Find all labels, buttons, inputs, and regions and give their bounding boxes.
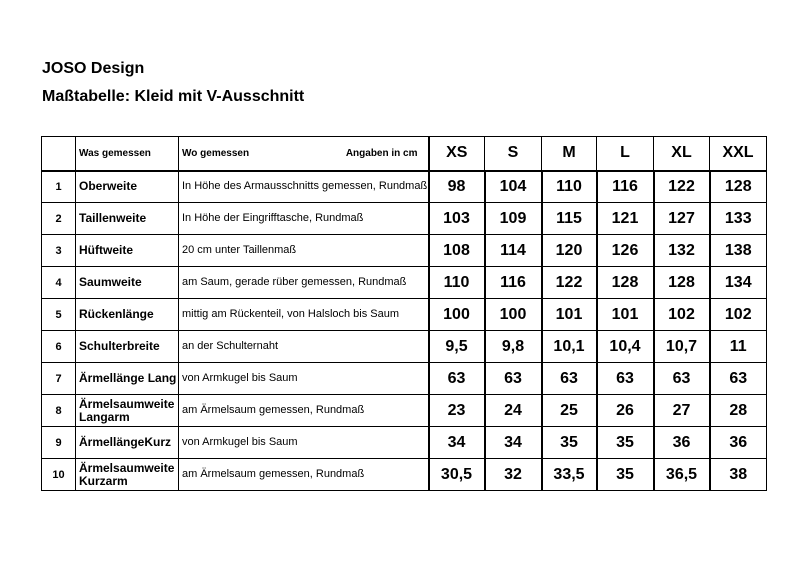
header-wo-gemessen-cell xyxy=(179,137,429,171)
row-number: 8 xyxy=(42,395,76,427)
value-size-l: 116 xyxy=(597,171,654,203)
header-size-xl: XL xyxy=(654,137,710,171)
value-size-xs: 9,5 xyxy=(429,331,485,363)
measurement-name: Ärmelsaumweite Kurzarm xyxy=(76,459,179,491)
measurement-location: von Armkugel bis Saum xyxy=(179,363,429,395)
table-header-row xyxy=(42,137,767,171)
table-row xyxy=(42,427,767,459)
row-number: 1 xyxy=(42,171,76,203)
value-size-l: 128 xyxy=(597,267,654,299)
value-size-xs: 100 xyxy=(429,299,485,331)
value-size-l: 63 xyxy=(597,363,654,395)
value-size-xs: 110 xyxy=(429,267,485,299)
table-row xyxy=(42,171,767,203)
row-number: 7 xyxy=(42,363,76,395)
size-chart-table xyxy=(41,136,767,491)
measurement-name: Ärmelsaumweite Langarm xyxy=(76,395,179,427)
value-size-s: 9,8 xyxy=(485,331,542,363)
value-size-xxl: 63 xyxy=(710,363,767,395)
value-size-xs: 34 xyxy=(429,427,485,459)
table-row xyxy=(42,395,767,427)
value-size-xs: 23 xyxy=(429,395,485,427)
table-row xyxy=(42,203,767,235)
value-size-xxl: 138 xyxy=(710,235,767,267)
value-size-s: 114 xyxy=(485,235,542,267)
table-row xyxy=(42,299,767,331)
value-size-l: 26 xyxy=(597,395,654,427)
value-size-m: 63 xyxy=(542,363,597,395)
value-size-m: 25 xyxy=(542,395,597,427)
value-size-xl: 127 xyxy=(654,203,710,235)
measurement-location: von Armkugel bis Saum xyxy=(179,427,429,459)
value-size-s: 34 xyxy=(485,427,542,459)
value-size-xl: 102 xyxy=(654,299,710,331)
measurement-location: In Höhe des Armausschnitts gemessen, Rundmaß xyxy=(179,171,429,203)
measurement-name: ÄrmellängeKurz xyxy=(76,427,179,459)
header-number-cell xyxy=(42,137,76,171)
measurement-name: Schulterbreite xyxy=(76,331,179,363)
value-size-xs: 30,5 xyxy=(429,459,485,491)
value-size-xxl: 11 xyxy=(710,331,767,363)
value-size-s: 63 xyxy=(485,363,542,395)
measurement-location: am Ärmelsaum gemessen, Rundmaß xyxy=(179,459,429,491)
row-number: 2 xyxy=(42,203,76,235)
value-size-m: 35 xyxy=(542,427,597,459)
row-number: 6 xyxy=(42,331,76,363)
row-number: 4 xyxy=(42,267,76,299)
measurement-name: Saumweite xyxy=(76,267,179,299)
header-units: Angaben in cm xyxy=(345,147,418,159)
value-size-s: 100 xyxy=(485,299,542,331)
measurement-location: 20 cm unter Taillenmaß xyxy=(179,235,429,267)
value-size-xxl: 36 xyxy=(710,427,767,459)
value-size-s: 104 xyxy=(485,171,542,203)
measurement-location: am Saum, gerade rüber gemessen, Rundmaß xyxy=(179,267,429,299)
page-title: Maßtabelle: Kleid mit V-Ausschnitt xyxy=(42,88,305,105)
measurement-name: Hüftweite xyxy=(76,235,179,267)
value-size-m: 120 xyxy=(542,235,597,267)
value-size-s: 109 xyxy=(485,203,542,235)
value-size-m: 10,1 xyxy=(542,331,597,363)
table-row xyxy=(42,235,767,267)
value-size-xl: 122 xyxy=(654,171,710,203)
value-size-s: 116 xyxy=(485,267,542,299)
value-size-xl: 63 xyxy=(654,363,710,395)
value-size-xl: 10,7 xyxy=(654,331,710,363)
value-size-xl: 132 xyxy=(654,235,710,267)
value-size-xxl: 133 xyxy=(710,203,767,235)
value-size-l: 10,4 xyxy=(597,331,654,363)
row-number: 3 xyxy=(42,235,76,267)
header-was-gemessen: Was gemessen xyxy=(76,137,179,171)
header-size-l: L xyxy=(597,137,654,171)
measurement-name: Ärmellänge Lang xyxy=(76,363,179,395)
value-size-m: 110 xyxy=(542,171,597,203)
value-size-m: 122 xyxy=(542,267,597,299)
measurement-location: an der Schulternaht xyxy=(179,331,429,363)
measurement-name: Rückenlänge xyxy=(76,299,179,331)
header-wo-gemessen: Wo gemessen xyxy=(182,147,250,159)
row-number: 10 xyxy=(42,459,76,491)
measurement-location: In Höhe der Eingrifftasche, Rundmaß xyxy=(179,203,429,235)
value-size-xl: 36 xyxy=(654,427,710,459)
value-size-s: 32 xyxy=(485,459,542,491)
value-size-xxl: 102 xyxy=(710,299,767,331)
value-size-xs: 108 xyxy=(429,235,485,267)
value-size-xxl: 128 xyxy=(710,171,767,203)
table-row xyxy=(42,267,767,299)
value-size-xl: 36,5 xyxy=(654,459,710,491)
value-size-xl: 27 xyxy=(654,395,710,427)
measurement-location: am Ärmelsaum gemessen, Rundmaß xyxy=(179,395,429,427)
brand-name: JOSO Design xyxy=(42,60,145,77)
row-number: 9 xyxy=(42,427,76,459)
value-size-xxl: 134 xyxy=(710,267,767,299)
value-size-xl: 128 xyxy=(654,267,710,299)
value-size-xxl: 38 xyxy=(710,459,767,491)
value-size-l: 35 xyxy=(597,459,654,491)
header-size-s: S xyxy=(485,137,542,171)
value-size-m: 115 xyxy=(542,203,597,235)
table-row xyxy=(42,459,767,491)
table-row xyxy=(42,363,767,395)
measurement-name: Oberweite xyxy=(76,171,179,203)
measurement-name: Taillenweite xyxy=(76,203,179,235)
value-size-s: 24 xyxy=(485,395,542,427)
header-size-xs: XS xyxy=(429,137,485,171)
value-size-m: 33,5 xyxy=(542,459,597,491)
header-size-xxl: XXL xyxy=(710,137,767,171)
value-size-xs: 63 xyxy=(429,363,485,395)
value-size-l: 126 xyxy=(597,235,654,267)
value-size-xs: 98 xyxy=(429,171,485,203)
header-size-m: M xyxy=(542,137,597,171)
value-size-l: 121 xyxy=(597,203,654,235)
table-row xyxy=(42,331,767,363)
measurement-location: mittig am Rückenteil, von Halsloch bis Saum xyxy=(179,299,429,331)
row-number: 5 xyxy=(42,299,76,331)
value-size-xs: 103 xyxy=(429,203,485,235)
table-body xyxy=(42,171,767,491)
value-size-m: 101 xyxy=(542,299,597,331)
value-size-l: 35 xyxy=(597,427,654,459)
value-size-xxl: 28 xyxy=(710,395,767,427)
value-size-l: 101 xyxy=(597,299,654,331)
